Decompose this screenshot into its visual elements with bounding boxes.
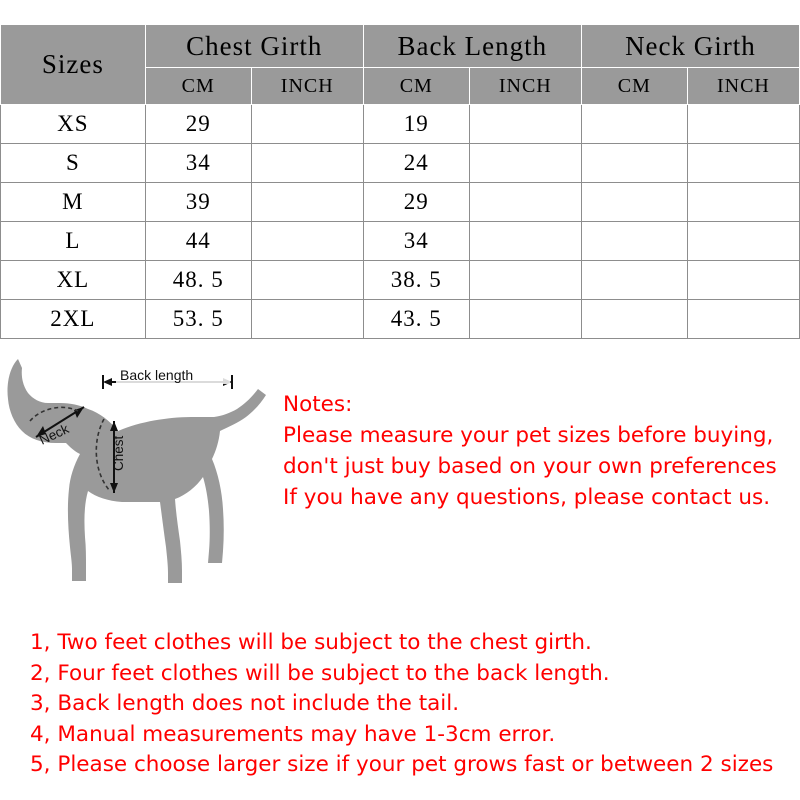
label-neck: Neck: [36, 421, 72, 448]
cell-back-inch: [469, 222, 581, 261]
cell-size: XS: [1, 105, 146, 144]
cell-neck-inch: [687, 144, 799, 183]
cell-chest-cm: 29: [145, 105, 251, 144]
dog-measurement-diagram: [0, 341, 272, 599]
unit-chest-cm: CM: [145, 68, 251, 105]
cell-back-inch: [469, 183, 581, 222]
cell-size: S: [1, 144, 146, 183]
notes-heading: Notes:: [283, 392, 353, 417]
cell-neck-cm: [581, 300, 687, 339]
cell-back-cm: 19: [363, 105, 469, 144]
dog-silhouette-icon: [7, 359, 266, 583]
cell-back-cm: 24: [363, 144, 469, 183]
cell-back-cm: 34: [363, 222, 469, 261]
cell-chest-inch: [251, 144, 363, 183]
table-row: [1, 105, 800, 144]
unit-back-inch: INCH: [469, 68, 581, 105]
unit-neck-inch: INCH: [687, 68, 799, 105]
cell-neck-inch: [687, 261, 799, 300]
cell-chest-cm: 39: [145, 183, 251, 222]
cell-neck-inch: [687, 222, 799, 261]
cell-size: M: [1, 183, 146, 222]
unit-chest-inch: INCH: [251, 68, 363, 105]
cell-neck-cm: [581, 222, 687, 261]
cell-chest-inch: [251, 183, 363, 222]
cell-size: L: [1, 222, 146, 261]
cell-back-inch: [469, 144, 581, 183]
cell-chest-inch: [251, 105, 363, 144]
measurement-rules-list: [30, 628, 800, 781]
cell-chest-cm: 34: [145, 144, 251, 183]
rule-item-2: 2, Four feet clothes will be subject to the back length.: [30, 660, 610, 686]
cell-chest-cm: 44: [145, 222, 251, 261]
unit-neck-cm: CM: [581, 68, 687, 105]
rule-item-5: 5, Please choose larger size if your pet grows fast or between 2 sizes: [30, 752, 774, 777]
table-corner-label: Sizes: [1, 25, 146, 105]
table-row: [1, 300, 800, 339]
cell-neck-cm: [581, 261, 687, 300]
rule-item-1: 1, Two feet clothes will be subject to the chest girth.: [30, 630, 592, 655]
table-header-group-row: [1, 25, 800, 68]
cell-chest-inch: [251, 222, 363, 261]
cell-chest-inch: [251, 300, 363, 339]
cell-chest-cm: 53. 5: [145, 300, 251, 339]
label-chest: Chest: [111, 435, 126, 471]
table-row: [1, 222, 800, 261]
column-group-chest-girth: Chest Girth: [145, 25, 363, 68]
size-chart-table: [0, 24, 800, 339]
cell-back-inch: [469, 105, 581, 144]
cell-neck-inch: [687, 183, 799, 222]
cell-neck-cm: [581, 183, 687, 222]
column-group-back-length: Back Length: [363, 25, 581, 68]
rule-item-3: 3, Back length does not include the tail.: [30, 691, 460, 716]
table-row: [1, 144, 800, 183]
notes-line-3: If you have any questions, please contact us.: [283, 485, 771, 510]
unit-back-cm: CM: [363, 68, 469, 105]
cell-back-cm: 38. 5: [363, 261, 469, 300]
cell-neck-inch: [687, 105, 799, 144]
cell-back-cm: 43. 5: [363, 300, 469, 339]
cell-size: XL: [1, 261, 146, 300]
cell-chest-cm: 48. 5: [145, 261, 251, 300]
notes-line-2: don't just buy based on your own preferences: [283, 454, 777, 479]
cell-chest-inch: [251, 261, 363, 300]
column-group-neck-girth: Neck Girth: [581, 25, 799, 68]
notes-block: [283, 389, 800, 513]
table-row: [1, 183, 800, 222]
rule-item-4: 4, Manual measurements may have 1-3cm error.: [30, 721, 556, 747]
measurement-diagram-section: [0, 339, 800, 601]
cell-back-inch: [469, 261, 581, 300]
cell-size: 2XL: [1, 300, 146, 339]
cell-neck-cm: [581, 105, 687, 144]
cell-back-inch: [469, 300, 581, 339]
label-back-length: Back length: [120, 367, 194, 383]
cell-neck-inch: [687, 300, 799, 339]
size-chart-table-wrapper: [0, 0, 800, 339]
cell-neck-cm: [581, 144, 687, 183]
table-row: [1, 261, 800, 300]
notes-line-1: Please measure your pet sizes before buying,: [283, 423, 774, 448]
cell-back-cm: 29: [363, 183, 469, 222]
